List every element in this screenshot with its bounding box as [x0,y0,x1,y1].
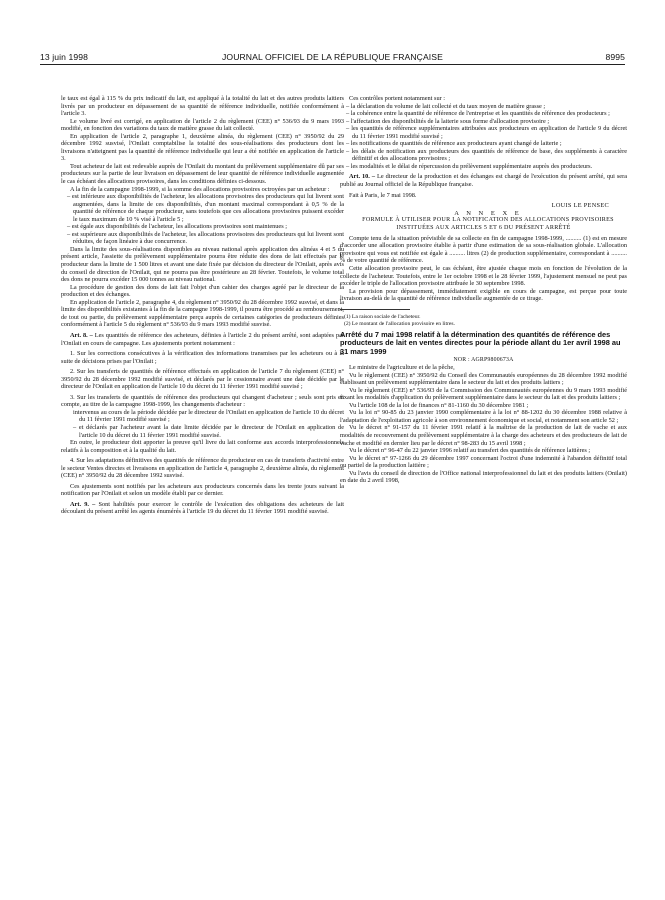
article-8: Art. 8. – Les quantités de référence des acheteurs, définies à l'article 2 du présent arrêté, sont adaptées par l'Onilait en cours de campagne. Les ajustements portent notamment : [61,331,344,347]
footnote: (1) La raison sociale de l'acheteur. [344,313,421,320]
paragraph: le taux est égal à 115 % du prix indicatif du lait, est appliqué à la totalité du lait et des autres produits laitiers livrés par un producteur en dépassement de sa quantité de référence individuelle, notifiée conformément à l'article 3. [61,95,344,118]
issue-date: 13 juin 1998 [40,52,89,62]
annexe-heading: A N N E X E [454,209,522,217]
paragraph: Vu le décret n° 97-1266 du 29 décembre 1997 concernant l'octroi d'une indemnité à l'abandon définitif total ou partiel de la production laitière ; [340,454,627,470]
article-9: Art. 9. – Sont habilités pour exercer le contrôle de l'exécution des obligations des acheteurs de lait découlant du présent arrêté les agents énumérés à l'article 19 du décret du 11 février 1991 modifié susvisé. [61,500,344,516]
paragraph: Ces ajustements sont notifiés par les acheteurs aux producteurs concernés dans les trente jours suivant la notification par l'Onilait et selon un modèle établi par ce dernier. [61,482,344,498]
paragraph: La provision pour dépassement, immédiatement exigible en cours de campagne, est perçue pour toute livraison au-delà de la quantité de référence individuelle augmentée de ce tirage. [340,287,627,303]
signature: LOUIS LE PENSEC [551,202,609,210]
place-date: Fait à Paris, le 7 mai 1998. [349,191,417,199]
list-item: – les délais de notification aux producteurs des quantités de référence de base, des suppléments à caractère définitif et des allocations provisoires ; [346,147,627,163]
paragraph: En application de l'article 2, paragraphe 1, deuxième alinéa, du règlement (CEE) n° 3950/92 du 29 décembre 1992 susvisé, l'Onilait comptabilise la totalité des sous-réalisations des producteurs dont les livraisons n'atteignent pas la quantité de référence individuelle qui leur a été notifiée en application de l'article 3. [61,132,344,163]
paragraph: 2. Sur les transferts de quantités de référence effectués en application de l'article 7 du règlement (CEE) n° 3950/92 du 28 décembre 1992 modifié susvisé, et déclarés par le cessionnaire avant une date décidée par le directeur de l'Onilait en application de l'article 10 du décret du 11 février 1991 modifié susvisé ; [61,368,344,391]
journal-title: JOURNAL OFFICIEL DE LA RÉPUBLIQUE FRANÇAISE [222,52,443,62]
paragraph: Le volume livré est corrigé, en application de l'article 2 du règlement (CEE) n° 536/93 du 9 mars 1993 modifié, en fonction des variations du taux de matière grasse du lait collecté. [61,117,344,133]
right-column [340,95,627,485]
decree-title: Arrêté du 7 mai 1998 relatif à la détermination des quantités de référence des producteurs de lait en ventes directes pour la période allant du 1er avril 1998 au 31 mars 1999 [340,329,621,356]
article-number: Art. 10. – [349,173,375,181]
paragraph: Vu la loi n° 90-85 du 23 janvier 1990 complémentaire à la loi n° 88-1202 du 30 décembre 1988 relative à l'adaptation de l'exploitation agricole à son environnement économique et social, et notamment son article 52 ; [340,409,627,424]
list-item: – les quantités de référence supplémentaires attribuées aux producteurs en application de l'article 9 du décret du 11 février 1991 modifié susvisé ; [346,125,627,140]
paragraph: Vu le décret n° 91-157 du 11 février 1991 relatif à la maîtrise de la production de lait de vache et aux modalités de recouvrement du prélèvement supplémentaire à la charge des acheteurs et des producteurs de lait de vache et modifié en dernier lieu par le décret n° 98-283 du 15 avril 1998 ; [340,424,627,447]
list-item: – et déclarés par l'acheteur avant la date limite décidée par le directeur de l'Onilait en application de l'article 10 du décret du 11 février 1991 modifié susvisé. [73,423,344,439]
paragraph: Compte tenu de la situation prévisible de sa collecte en fin de campagne 1998-1999, .......... (1) est en mesure d'accorder une allocation provisoire établie à partir d'une estimation de sa sous-réalisation globale. L'allocation provisoire qui vous est notifiée est égale à .......... litres (2) de production supplémentaire, correspondant à .......... % de votre quantité de référence. [340,234,627,265]
paragraph: Cette allocation provisoire peut, le cas échéant, être ajustée chaque mois en fonction de l'évolution de la collecte de l'acheteur. Toutefois, entre le 1er octobre 1998 et le 28 février 1999, l'ajustement mensuel ne peut pas excéder le triple de l'allocation provisoire attribuée le 30 septembre 1998. [340,264,627,288]
article-number: Art. 9. – [70,500,96,508]
paragraph: Ces contrôles portent notamment sur : [349,95,446,102]
article-number: Art. 8. – [70,331,93,339]
paragraph: Vu l'article 108 de la loi de finances n° 81-1160 du 30 décembre 1981 ; [349,401,529,409]
paragraph: Tout acheteur de lait est redevable auprès de l'Onilait du montant du prélèvement supplémentaire dû par ses producteurs sur la partie de leur livraison en dépassement de leur quantité de référence individuelle augmentée le cas échéant des allocations provisoires, dans les conditions définies ci-dessous. [61,162,344,186]
paragraph: Vu l'avis du conseil de direction de l'Office national interprofessionnel du lait et des produits laitiers (Onilait) en date du 2 avril 1998, [340,469,627,485]
list-item: – la déclaration du volume de lait collecté et du taux moyen de matière grasse ; [346,102,546,110]
paragraph: La procédure de gestion des dons de lait fait l'objet d'un cahier des charges agréé par le directeur de la production et des échanges. [61,283,344,299]
list-item: – la cohérence entre la quantité de référence de l'entreprise et les quantités de référence des producteurs ; [346,110,610,118]
list-item: – est inférieure aux disponibilités de l'acheteur, les allocations provisoires des producteurs qui lui livrent sont augmentées, dans la limite de ces disponibilités, d'un montant maximal correspondant à 0,5 % de la quantité de référence de chaque producteur, sans toutefois que ces allocations provisoires puissent excéder le taux maximum de 10 % visé à l'article 5 ; [67,193,344,223]
paragraph: Vu le décret n° 96-47 du 22 janvier 1996 relatif au transfert des quantités de référence laitières ; [349,447,591,455]
list-item: – est égale aux disponibilités de l'acheteur, les allocations provisoires sont maintenues ; [67,223,287,231]
paragraph: Vu le règlement (CEE) n° 536/93 de la Commission des Communautés européennes du 9 mars 1993 modifié fixant les modalités d'application du prélèvement supplémentaire dans le secteur du lait et des produits laitiers ; [340,386,627,402]
paragraph: A la fin de la campagne 1998-1999, si la somme des allocations provisoires octroyées par un acheteur : [70,185,330,193]
paragraph: 1. Sur les corrections consécutives à la vérification des informations transmises par les acheteurs ou à la suite de décisions prises par l'Onilait ; [61,350,344,365]
nor-reference: NOR : AGRP9800673A [453,356,514,363]
footnote: (2) Le montant de l'allocation provisoire en litres. [344,320,455,327]
header-rule [40,64,625,65]
paragraph: En application de l'article 2, paragraphe 4, du règlement n° 3950/92 du 28 décembre 1992 susvisé, et dans la limite des disponibilités existantes à la fin de la campagne 1998-1999, il pourra être procédé au remboursement, de tout ou partie, du prélèvement supplémentaire perçu auprès de certaines catégories de producteurs définies conformément à l'article 5 du règlement n° 536/93 du 9 mars 1993 modifié susvisé. [61,298,344,329]
list-item: – l'affectation des disponibilités de la laiterie sous forme d'allocation provisoire ; [346,117,550,125]
paragraph: 4. Sur les adaptations définitives des quantités de référence du producteur en cas de transferts d'activité entre le secteur Ventes directes et livraisons en application de l'article 4, paragraphe 2, deuxième alinéa, du règlement (CEE) n° 3950/92 du 28 décembre 1992 susvisé. [61,457,344,480]
paragraph: Le ministre de l'agriculture et de la pêche, [349,364,455,372]
page-number: 8995 [605,52,625,62]
paragraph: Vu le règlement (CEE) n° 3950/92 du Conseil des Communautés européennes du 28 décembre 1992 modifié établissant un prélèvement supplémentaire dans le secteur du lait et des produits laitiers ; [340,371,627,387]
list-item: – les notifications de quantités de référence aux producteurs ayant changé de laiterie ; [346,140,562,148]
footnote-rule [340,309,410,310]
paragraph: 3. Sur les transferts de quantités de référence des producteurs qui changent d'acheteur ; seuls sont pris en compte, au titre de la campagne 1998-1999, les changements d'acheteur : [61,393,344,409]
left-column [61,95,344,516]
paragraph: En outre, le producteur doit apporter la preuve qu'il livre du lait conforme aux accords interprofessionnels relatifs à la composition et à la qualité du lait. [61,439,344,454]
list-item: – les modalités et le délai de répercussion du prélèvement supplémentaire auprès des producteurs. [346,162,593,170]
form-title: FORMULE À UTILISER POUR LA NOTIFICATION DES ALLOCATIONS PROVISOIRES INSTITUÉES AUX ARTICLES 5 ET 6 DU PRÉSENT ARRÊTÉ [362,217,614,231]
list-item: – est supérieure aux disponibilités de l'acheteur, les allocations provisoires des producteurs qui lui livrent sont réduites, de façon linéaire à due concurrence. [67,230,344,246]
list-item: intervenus au cours de la période décidée par le directeur de l'Onilait en application de l'article 10 du décret du 11 février 1991 modifié susvisé ; [73,408,344,424]
paragraph: Dans la limite des sous-réalisations disponibles au niveau national après application des alinéas 4 et 5 du présent article, l'assiette du prélèvement supplémentaire pourra être réduite des dons de lait effectués par le producteur dans la limite de 1 500 litres et avant une date fixée par décision du directeur de l'Onilait, après avis du conseil de direction de l'Onilait, qui ne pourra pas être postérieure au 28 février. Toutefois, le volume total des dons ne pourra excéder 15 000 tonnes au niveau national. [61,245,344,284]
article-10: Art. 10. – Le directeur de la production et des échanges est chargé de l'exécution du présent arrêté, qui sera publié au Journal officiel de la République française. [340,173,627,189]
